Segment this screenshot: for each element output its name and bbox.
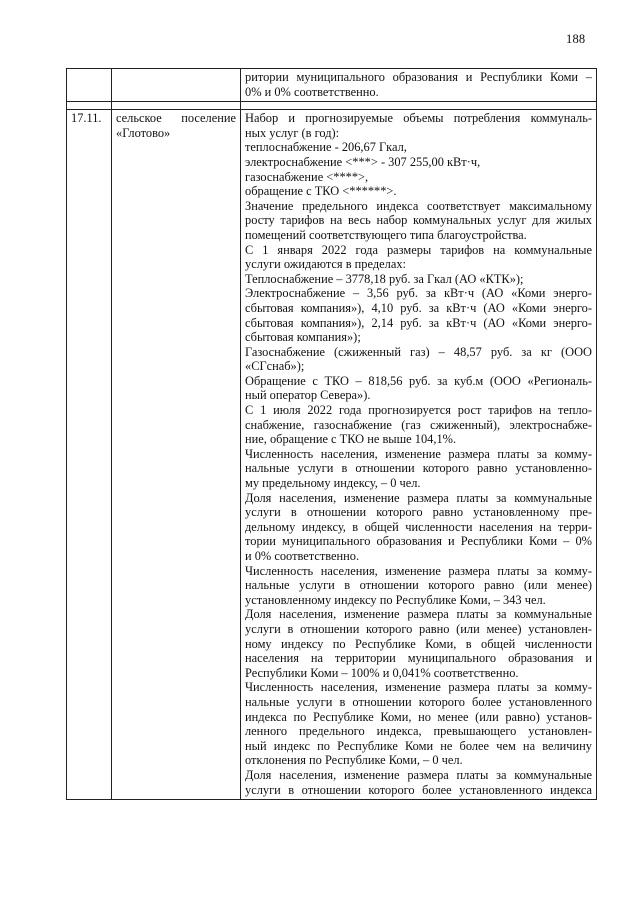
text-line: теплоснабжение - 206,67 Гкал, xyxy=(245,140,407,155)
text-line: ному индексу по Республике Коми, в общей численности xyxy=(245,636,592,651)
page-number: 188 xyxy=(566,32,586,46)
text-line: тории муниципального образования и Республики Коми – 0% xyxy=(245,534,592,549)
text-line: снабжение, газоснабжение (газ сжиженный), электроснабже- xyxy=(245,417,592,432)
tariff-table xyxy=(66,68,597,800)
text-line: Теплоснабжение – 3778,18 руб. за Гкал (АО «КТК»); xyxy=(245,271,524,286)
text-line: сбытовая компания»); xyxy=(245,330,361,345)
text-line: Численность населения, изменение размера платы за комму- xyxy=(245,680,592,695)
text-line: «СГснаб»); xyxy=(245,359,305,374)
paragraph xyxy=(245,345,592,374)
cell-continued-text xyxy=(241,69,597,102)
paragraph xyxy=(245,199,592,243)
text-line: Электроснабжение – 3,56 руб. за кВт·ч (АО «Коми энерго- xyxy=(245,286,592,301)
text-line: услуги в отношении которого равно (или менее) установлен- xyxy=(245,621,592,636)
text-line: услуги в отношении которого более установленного индекса xyxy=(245,782,592,797)
paragraph xyxy=(245,184,592,199)
text-line: Доля населения, изменение размера платы за коммунальные xyxy=(245,767,592,782)
text-line: ние, обращение с ТКО не выше 104,1%. xyxy=(245,432,457,447)
text-line: отклонения по Республике Коми, – 0 чел. xyxy=(245,753,463,768)
paragraph xyxy=(245,140,592,155)
text-line: Доля населения, изменение размера платы за коммунальные xyxy=(245,490,592,505)
cell-number-empty xyxy=(67,69,112,102)
paragraph xyxy=(245,403,592,447)
cell-settlement-empty xyxy=(112,69,241,102)
text-line: нальные услуги в отношении которого равно (или менее) xyxy=(245,578,592,593)
row-number: 17.11. xyxy=(67,110,112,800)
text-line: С 1 января 2022 года размеры тарифов на коммунальные xyxy=(245,242,592,257)
text-line: Набор и прогнозируемые объемы потребления коммуналь- xyxy=(245,111,592,126)
text-line: сбытовая компания»), 4,10 руб. за кВт·ч (АО «Коми энерго- xyxy=(245,300,592,315)
text-line: Численность населения, изменение размера платы за комму- xyxy=(245,563,592,578)
text-line: росту тарифов на весь набор коммунальных услуг для жилых xyxy=(245,213,592,228)
text-line: услуги в отношении которого равно установленному пре- xyxy=(245,505,592,520)
text-line: и 0% соответственно. xyxy=(245,549,360,563)
text-line: нальные услуги в отношении которого более установленного xyxy=(245,694,592,709)
text-line: Республики Коми – 100% и 0,041% соответственно. xyxy=(245,665,519,680)
text-line: нальные услуги в отношении которого равно установленно- xyxy=(245,461,592,476)
paragraph xyxy=(245,491,592,564)
settlement-name-line: «Глотово» xyxy=(116,125,171,140)
text-line: ритории муниципального образования и Республики Коми – xyxy=(245,70,592,84)
table-row-continued xyxy=(67,69,597,102)
text-line: Обращение с ТКО – 818,56 руб. за куб.м (ООО «Региональ- xyxy=(245,373,592,388)
text-line: электроснабжение <***> - 307 255,00 кВт·ч, xyxy=(245,154,481,169)
text-line: Значение предельного индекса соответствует максимальному xyxy=(245,198,592,213)
paragraph xyxy=(245,607,592,680)
paragraph xyxy=(245,155,592,170)
text-line: газоснабжение <****>, xyxy=(245,169,369,184)
text-line: помещений соответствующего типа благоустройства. xyxy=(245,227,527,242)
text-line: ных услуг (в год): xyxy=(245,125,340,140)
paragraph xyxy=(245,768,592,797)
text-line: населения на территории муниципального образования и xyxy=(245,651,592,666)
paragraph xyxy=(245,170,592,185)
paragraph xyxy=(245,243,592,272)
text-line: ный индекс по Республике Коми не более чем на величину xyxy=(245,738,592,753)
paragraph xyxy=(245,447,592,491)
text-line: ный оператор Севера»). xyxy=(245,388,371,403)
settlement-name-line: сельское поселение xyxy=(116,111,236,126)
text-line: Доля населения, изменение размера платы за коммунальные xyxy=(245,607,592,622)
paragraph xyxy=(245,564,592,608)
paragraph xyxy=(245,286,592,344)
row-description xyxy=(241,110,597,800)
text-line: сбытовая компания»), 2,14 руб. за кВт·ч (АО «Коми энерго- xyxy=(245,315,592,330)
paragraph xyxy=(245,272,592,287)
text-line: обращение с ТКО <******>. xyxy=(245,184,397,199)
text-line: Газоснабжение (сжиженный газ) – 48,57 руб. за кг (ООО xyxy=(245,344,592,359)
text-line: ленного предельного индекса, превышающего установлен- xyxy=(245,724,592,739)
paragraph xyxy=(245,111,592,140)
text-line: индекса по Республике Коми, но менее (или равно) установ- xyxy=(245,709,592,724)
text-line: установленному индексу по Республике Коми, – 343 чел. xyxy=(245,592,546,607)
table-spacer-row xyxy=(67,102,597,110)
paragraph xyxy=(245,680,592,768)
text-line: С 1 июля 2022 года прогнозируется рост тарифов на тепло- xyxy=(245,403,592,418)
paragraph xyxy=(245,374,592,403)
settlement-name xyxy=(112,110,241,800)
table-row xyxy=(67,110,597,800)
text-line: Численность населения, изменение размера платы за комму- xyxy=(245,446,592,461)
text-line: 0% и 0% соответственно. xyxy=(245,84,379,99)
text-line: услуги ожидаются в пределах: xyxy=(245,257,406,272)
text-line: дельному индексу, в общей численности населения на терри- xyxy=(245,519,592,534)
text-line: му предельному индексу, – 0 чел. xyxy=(245,476,421,491)
